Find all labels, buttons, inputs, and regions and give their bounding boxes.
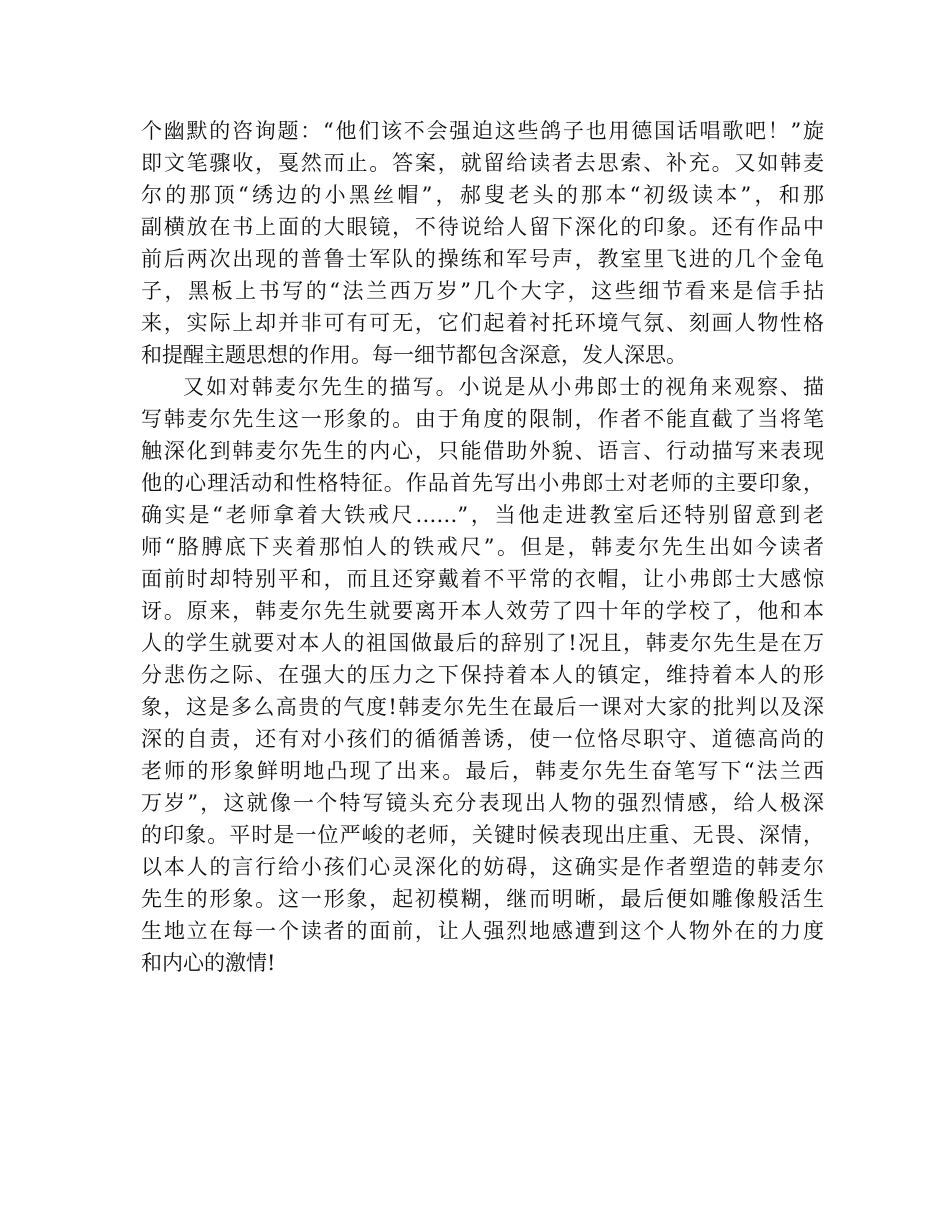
text-line: 人的学生就要对本人的祖国做最后的辞别了!况且，韩麦尔先生是在万 (141, 631, 824, 655)
text-line: 来，实际上却并非可有可无，它们起着衬托环境气氛、刻画人物性格 (141, 311, 824, 335)
text-line: 和内心的激情! (141, 951, 276, 975)
text-line: 尔的那顶“绣边的小黑丝帽”，郝叟老头的那本“初级读本”，和那 (141, 183, 824, 207)
text-line: 讶。原来，韩麦尔先生就要离开本人效劳了四十年的学校了，他和本 (141, 599, 824, 623)
text-line: 写韩麦尔先生这一形象的。由于角度的限制，作者不能直截了当将笔 (141, 407, 824, 431)
text-line: 师“胳膊底下夹着那怕人的铁戒尺”。但是，韩麦尔先生出如今读者 (141, 535, 824, 559)
text-line: 象，这是多么高贵的气度!韩麦尔先生在最后一课对大家的批判以及深 (141, 695, 824, 719)
text-line: 生地立在每一个读者的面前，让人强烈地感遭到这个人物外在的力度 (141, 919, 824, 943)
paragraph-first-line: 又如对韩麦尔先生的描写。小说是从小弗郎士的视角来观察、描 (183, 375, 824, 399)
text-line: 和提醒主题思想的作用。每一细节都包含深意，发人深思。 (141, 343, 687, 367)
text-line: 老师的形象鲜明地凸现了出来。最后，韩麦尔先生奋笔写下“法兰西 (141, 759, 824, 783)
text-line: 确实是“老师拿着大铁戒尺……”，当他走进教室后还特别留意到老 (141, 503, 824, 527)
text-line: 的印象。平时是一位严峻的老师，关键时候表现出庄重、无畏、深情， (141, 823, 824, 847)
text-line: 他的心理活动和性格特征。作品首先写出小弗郎士对老师的主要印象， (141, 471, 824, 495)
text-line: 以本人的言行给小孩们心灵深化的妨碍，这确实是作者塑造的韩麦尔 (141, 855, 824, 879)
text-line: 个幽默的咨询题：“他们该不会强迫这些鸽子也用德国话唱歌吧！”旋 (141, 119, 824, 143)
text-line: 深的自责，还有对小孩们的循循善诱，使一位恪尽职守、道德高尚的 (141, 727, 824, 751)
text-line: 面前时却特别平和，而且还穿戴着不平常的衣帽，让小弗郎士大感惊 (141, 567, 824, 591)
text-line: 先生的形象。这一形象，起初模糊，继而明晰，最后便如雕像般活生 (141, 887, 824, 911)
text-line: 触深化到韩麦尔先生的内心，只能借助外貌、语言、行动描写来表现 (141, 439, 824, 463)
text-line: 前后两次出现的普鲁士军队的操练和军号声，教室里飞进的几个金龟 (141, 247, 824, 271)
text-line: 分悲伤之际、在强大的压力之下保持着本人的镇定，维持着本人的形 (141, 663, 824, 687)
text-line: 万岁”，这就像一个特写镜头充分表现出人物的强烈情感，给人极深 (141, 791, 824, 815)
text-line: 即文笔骤收，戛然而止。答案，就留给读者去思索、补充。又如韩麦 (141, 151, 824, 175)
text-line: 子，黑板上书写的“法兰西万岁”几个大字，这些细节看来是信手拈 (141, 279, 824, 303)
text-line: 副横放在书上面的大眼镜，不待说给人留下深化的印象。还有作品中 (141, 215, 824, 239)
